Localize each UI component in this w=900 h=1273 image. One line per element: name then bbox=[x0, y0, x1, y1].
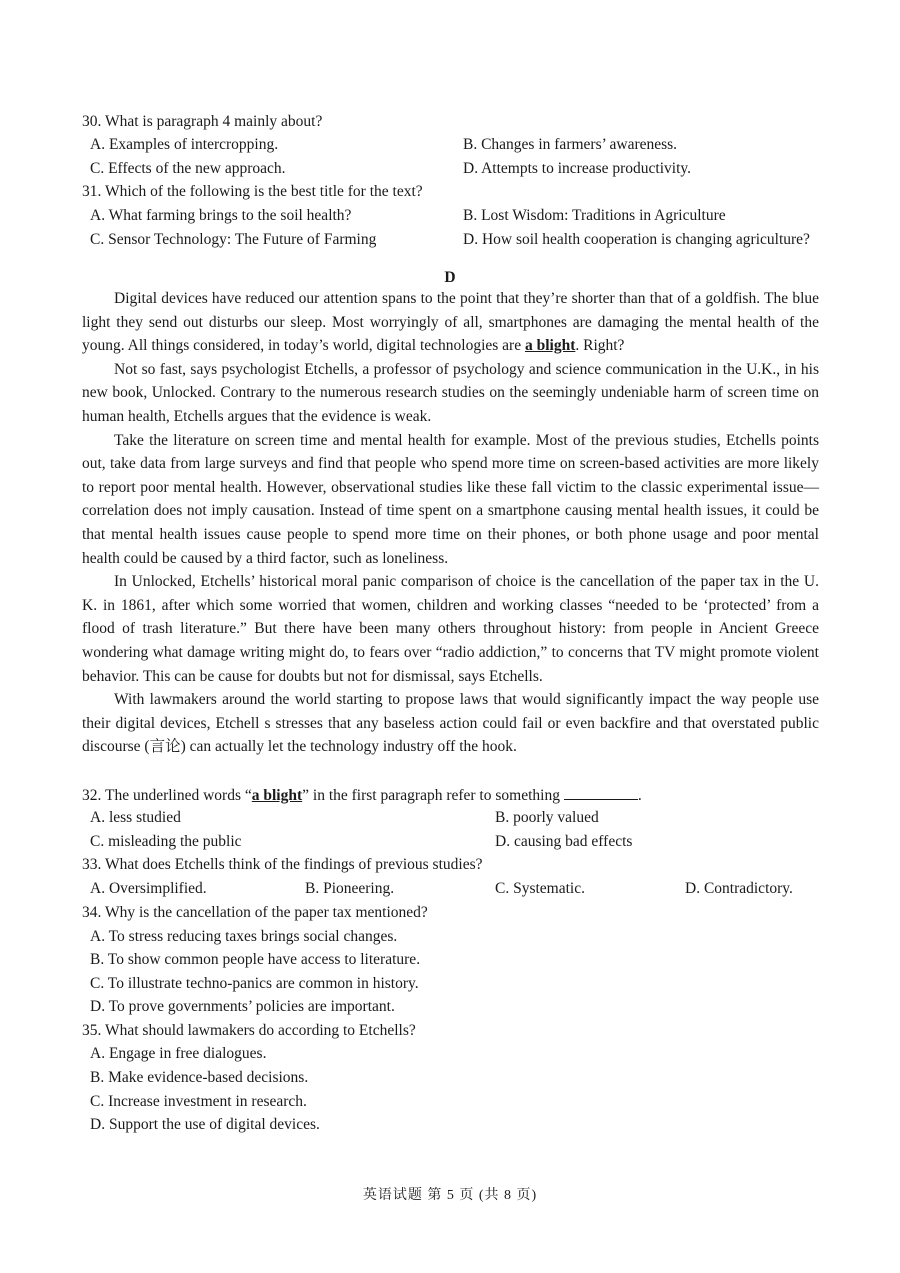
q32-stem bbox=[82, 785, 642, 806]
passage-paragraph-3: Take the literature on screen time and mental health for example. Most of the previous studies, Etchells points out, take data from large surveys and find that people who spend more time on screen-based activities are more likely to report poor mental health. However, observational studies like these fall victim to the classic experimental issue—correlation does not imply causation. Instead of time spent on a smartphone causing mental health issues, it could be that mental health issues cause people to spend more time on their phones, or both phone usage and poor mental health could be caused by a third factor, such as loneliness. bbox=[82, 431, 819, 567]
q30-option-b: B. Changes in farmers’ awareness. bbox=[463, 136, 678, 153]
q31-option-d: D. How soil health cooperation is changing agriculture? bbox=[463, 231, 810, 248]
q32-stem-middle: ” in the first paragraph refer to something bbox=[302, 787, 560, 804]
q31-option-b: B. Lost Wisdom: Traditions in Agriculture bbox=[463, 207, 726, 224]
passage-paragraph-5: With lawmakers around the world starting to propose laws that would significantly impact the way people use their digital devices, Etchell s stresses that any baseless action could fail or even backfire and that overstated public discourse (言论) can actually let the technology industry off the hook. bbox=[82, 691, 819, 756]
reading-passage bbox=[82, 287, 819, 759]
q34-stem: 34. Why is the cancellation of the paper tax mentioned? bbox=[82, 904, 428, 921]
passage-paragraph-4: In Unlocked, Etchells’ historical moral panic comparison of choice is the cancellation of the paper tax in the U. K. in 1861, after which some worried that women, children and working classes “needed to be ‘protected’ from a flood of trash literature.” But there have been many others throughout history: from people in Ancient Greece wondering what damage writing might do, to fears over “radio addiction,” to concerns that TV might promote violent behavior. This can be cause for doubts but not for dismissal, says Etchells. bbox=[82, 573, 819, 685]
answer-blank bbox=[564, 785, 638, 800]
q30-option-c: C. Effects of the new approach. bbox=[90, 160, 286, 177]
q35-option-c: C. Increase investment in research. bbox=[90, 1093, 307, 1110]
q34-option-d: D. To prove governments’ policies are important. bbox=[90, 998, 395, 1015]
paragraph-1-text: Digital devices have reduced our attention spans to the point that they’re shorter than that of a goldfish. The blue light they send out disturbs our sleep. Most worryingly of all, smartphones are damaging the mental health of the young. All things considered, in today’s world, digital technologies are bbox=[82, 290, 819, 355]
page-footer: 英语试题 第 5 页 (共 8 页) bbox=[362, 1188, 538, 1203]
q35-option-d: D. Support the use of digital devices. bbox=[90, 1116, 320, 1133]
q30-option-a: A. Examples of intercropping. bbox=[90, 136, 279, 153]
q32-underlined-phrase: a blight bbox=[251, 787, 303, 804]
q35-option-a: A. Engage in free dialogues. bbox=[90, 1045, 267, 1062]
q33-option-a: A. Oversimplified. bbox=[90, 880, 207, 897]
q34-option-b: B. To show common people have access to literature. bbox=[90, 951, 421, 968]
q34-option-a: A. To stress reducing taxes brings social changes. bbox=[90, 928, 398, 945]
passage-paragraph-2: Not so fast, says psychologist Etchells, a professor of psychology and science communication in the U.K., in his new book, Unlocked. Contrary to the numerous research studies on the seemingly undeniable harm of screen time on human health, Etchells argues that the evidence is weak. bbox=[82, 360, 819, 425]
passage-paragraph-1 bbox=[82, 287, 819, 358]
q32-option-a: A. less studied bbox=[90, 809, 181, 826]
q35-stem: 35. What should lawmakers do according to Etchells? bbox=[82, 1022, 416, 1039]
q32-stem-end: . bbox=[637, 787, 642, 804]
q31-stem: 31. Which of the following is the best title for the text? bbox=[82, 183, 423, 200]
q30-stem: 30. What is paragraph 4 mainly about? bbox=[82, 113, 323, 130]
section-title: D bbox=[444, 269, 456, 286]
q33-stem: 33. What does Etchells think of the findings of previous studies? bbox=[82, 856, 483, 873]
q32-option-c: C. misleading the public bbox=[90, 833, 242, 850]
q31-option-a: A. What farming brings to the soil health? bbox=[90, 207, 352, 224]
q32-option-d: D. causing bad effects bbox=[495, 833, 633, 850]
q32-stem-start: 32. The underlined words “ bbox=[82, 787, 252, 804]
q33-option-c: C. Systematic. bbox=[495, 880, 585, 897]
q32-option-b: B. poorly valued bbox=[495, 809, 599, 826]
underlined-phrase: a blight bbox=[524, 337, 576, 355]
paragraph-1-tail: . Right? bbox=[575, 337, 625, 355]
q33-option-d: D. Contradictory. bbox=[685, 880, 793, 897]
q30-option-d: D. Attempts to increase productivity. bbox=[463, 160, 692, 177]
q31-option-c: C. Sensor Technology: The Future of Farming bbox=[90, 231, 377, 248]
q34-option-c: C. To illustrate techno-panics are common in history. bbox=[90, 975, 419, 992]
q33-option-b: B. Pioneering. bbox=[305, 880, 395, 897]
q35-option-b: B. Make evidence-based decisions. bbox=[90, 1069, 309, 1086]
